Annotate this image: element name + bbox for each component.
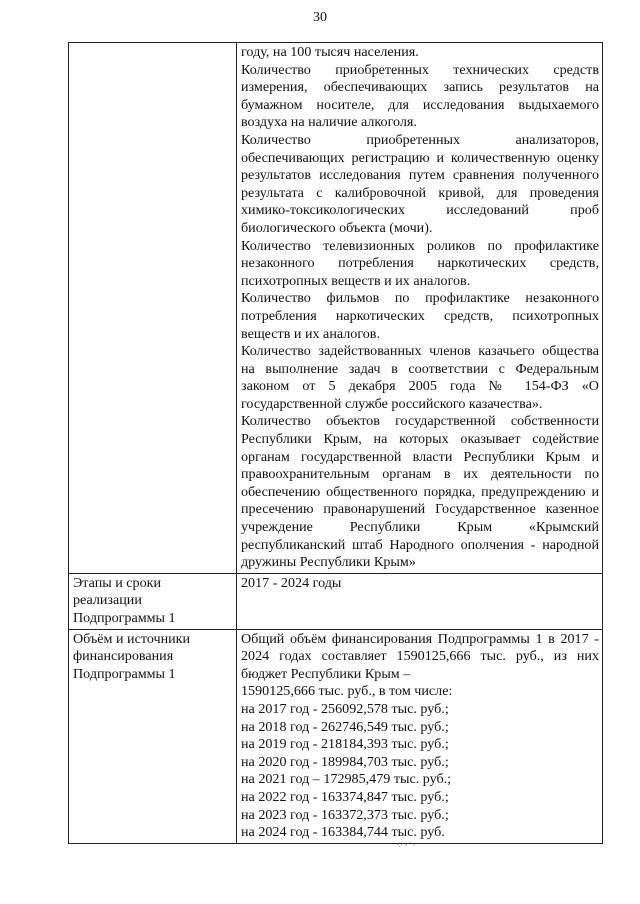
funding-year-line: на 2023 год - 163372,373 тыс. руб.; (241, 806, 449, 823)
indicator-text: Количество приобретенных технических средств измерения, обеспечивающих запись результатов на бумажном носителе, для исследования выдыхаемого воздуха на наличие алкоголя. (241, 61, 599, 131)
indicator-text: Количество задействованных членов казачьего общества на выполнение задач в соответствии с Федеральным законом от 5 декабря 2005 года № 154-ФЗ «О государственной службе российского казачества». (241, 343, 599, 412)
indicator-text: Количество телевизионных роликов по профилактике незаконного потребления наркотических средств, психотропных веществ и их аналогов. (241, 237, 599, 289)
funding-year-line: на 2018 год - 262746,549 тыс. руб.; (241, 718, 449, 735)
funding-value-cell (237, 629, 603, 843)
indicator-text: Количество приобретенных анализаторов, обеспечивающих регистрацию и количественную оценку результатов исследования путем сравнения полученного результата с калибровочной кривой, для проведения химико-токсикологических исследований проб биологического объекта (мочи). (241, 131, 599, 236)
funding-year-line: на 2022 год - 163374,847 тыс. руб.; (241, 788, 449, 805)
funding-year-line: на 2019 год - 218184,393 тыс. руб.; (241, 736, 449, 753)
funding-year-line: на 2020 год - 189984,703 тыс. руб.; (241, 753, 449, 770)
page-number: 30 (313, 10, 327, 25)
handwritten-mark: ⁘·˙· (396, 840, 417, 850)
funding-label: Подпрограммы 1 (73, 665, 176, 682)
funding-label-cell (69, 629, 237, 843)
funding-label: финансирования (73, 648, 174, 665)
indicator-text: Количество фильмов по профилактике незаконного потребления наркотических средств, психотропных веществ и их аналогов. (241, 290, 599, 342)
stages-label: Подпрограммы 1 (73, 610, 176, 626)
stages-value-cell (237, 573, 603, 629)
stages-label-cell (69, 573, 237, 629)
funding-year-line: на 2017 год - 256092,578 тыс. руб.; (241, 700, 449, 717)
indicators-row (69, 43, 603, 574)
stages-value: 2017 - 2024 годы (241, 574, 342, 591)
funding-year-line: на 2021 год – 172985,479 тыс. руб.; (241, 771, 452, 788)
funding-intro: Общий объём финансирования Подпрограммы 1 в 2017 - 2024 годах составляет 1590125,666 тыс. руб., из них бюджет Республики Крым – (241, 630, 599, 682)
funding-total: 1590125,666 тыс. руб., в том числе: (241, 683, 453, 700)
subprogram-passport-table (68, 42, 603, 844)
indicator-text: году, на 100 тысяч населения. (241, 44, 419, 60)
funding-year-line: на 2024 год - 163384,744 тыс. руб. (241, 824, 445, 841)
indicators-value-cell (237, 43, 603, 574)
funding-label: Объём и источники (73, 630, 191, 647)
indicator-text: Количество объектов государственной собственности Республики Крым, на которых оказывает содействие органам государственной власти Республики Крым и правоохранительным органам в их деятельности по обеспечению общественного порядка, предупреждению и пресечению правонарушений Государственное казенное учреждение Республики Крым «Крымский республиканский штаб Народного ополчения - народной дружины Республики Крым» (241, 413, 599, 571)
stages-label: Этапы и сроки (73, 574, 162, 591)
indicators-label-cell (69, 43, 237, 574)
stages-label: реализации (73, 592, 142, 609)
stages-row (69, 573, 603, 629)
funding-row (69, 629, 603, 843)
